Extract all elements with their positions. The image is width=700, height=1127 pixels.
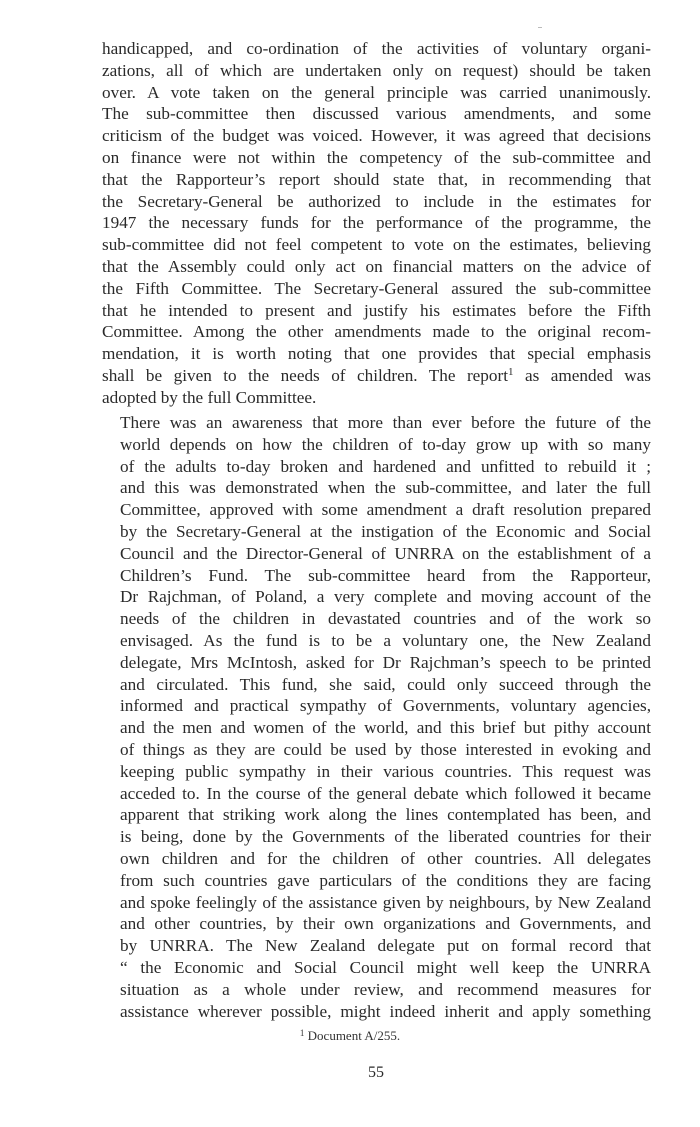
text-line: informed and practical sympathy of Governments, voluntary agencies, xyxy=(120,696,651,716)
text-line: and spoke feelingly of the assistance given by neighbours, by New Zealand xyxy=(120,892,651,912)
paragraph-1 xyxy=(102,38,651,409)
text-line: world depends on how the children of to-day grow up with so many xyxy=(120,434,651,454)
text-line: own children and for the children of other countries. All delegates xyxy=(120,848,651,868)
text-line: and this was demonstrated when the sub-committee, and later the full xyxy=(120,478,651,498)
text-line: situation as a whole under review, and recommend measures for xyxy=(120,979,651,999)
text-line: Children’s Fund. The sub-committee heard from the Rapporteur, xyxy=(120,565,651,585)
text-line: mendation, it is worth noting that one provides that special emphasis xyxy=(102,344,651,364)
text-line: on finance were not within the competency of the sub-committee and xyxy=(102,147,651,167)
text-line: is being, done by the Governments of the liberated countries for their xyxy=(120,827,651,847)
scan-speck xyxy=(538,27,542,28)
text-line: and circulated. This fund, she said, could only succeed through the xyxy=(120,674,651,694)
text-line: Committee. Among the other amendments made to the original recom- xyxy=(102,322,651,342)
text-line: Dr Rajchman, of Poland, a very complete and moving account of the xyxy=(120,587,651,607)
footnote-reference: 1 xyxy=(508,365,514,378)
text-line: needs of the children in devastated countries and of the work so xyxy=(120,609,651,629)
footnote-text: Document A/255. xyxy=(304,1028,401,1043)
text-fragment: shall be given to the needs of children. The report xyxy=(102,365,508,385)
text-line: from such countries gave particulars of the conditions they are facing xyxy=(120,870,651,890)
text-line: There was an awareness that more than ever before the future of the xyxy=(120,413,651,432)
text-line: the Fifth Committee. The Secretary-General assured the sub-committee xyxy=(102,278,651,298)
text-line: keeping public sympathy in their various countries. This request was xyxy=(120,761,651,781)
text-line: that he intended to present and justify his estimates before the Fifth xyxy=(102,300,651,320)
footnote xyxy=(0,1028,700,1044)
text-line: the Secretary-General be authorized to include in the estimates for xyxy=(102,191,651,211)
footnote-marker: 1 xyxy=(299,1028,305,1038)
text-line: Council and the Director-General of UNRRA on the establishment of a xyxy=(120,543,651,563)
text-line: by the Secretary-General at the instigation of the Economic and Social xyxy=(120,521,651,541)
text-line: sub-committee did not feel competent to vote on the estimates, believing xyxy=(102,235,651,255)
text-line: of the adults to-day broken and hardened and unfitted to rebuild it ; xyxy=(120,456,651,476)
text-line: that the Rapporteur’s report should state that, in recommending that xyxy=(102,169,651,189)
text-line: Committee, approved with some amendment a draft resolution prepared xyxy=(120,500,651,520)
text-line: 1947 the necessary funds for the performance of the programme, the xyxy=(102,213,651,233)
text-line: over. A vote taken on the general principle was carried unanimously. xyxy=(102,82,651,102)
text-line: apparent that striking work along the lines contemplated has been, and xyxy=(120,805,651,825)
text-line: zations, all of which are undertaken only on request) should be taken xyxy=(102,60,651,80)
paragraph-2 xyxy=(102,412,651,1022)
page-number: 55 xyxy=(368,1064,384,1081)
text-line: and the men and women of the world, and this brief but pithy account xyxy=(120,718,651,738)
text-fragment: as amended was xyxy=(513,365,651,385)
text-line: delegate, Mrs McIntosh, asked for Dr Rajchman’s speech to be printed xyxy=(120,652,651,672)
text-line: criticism of the budget was voiced. However, it was agreed that decisions xyxy=(102,126,651,146)
text-line: and other countries, by their own organizations and Governments, and xyxy=(120,914,651,934)
text-line: The sub-committee then discussed various amendments, and some xyxy=(102,104,651,124)
text-line: of things as they are could be used by those interested in evoking and xyxy=(120,739,651,759)
text-line: “ the Economic and Social Council might well keep the UNRRA xyxy=(120,957,651,977)
text-line: by UNRRA. The New Zealand delegate put on formal record that xyxy=(120,936,651,956)
text-line: handicapped, and co-ordination of the activities of voluntary organi- xyxy=(102,39,651,58)
text-line: acceded to. In the course of the general debate which followed it became xyxy=(120,783,651,803)
text-line: that the Assembly could only act on financial matters on the advice of xyxy=(102,256,651,276)
text-line: assistance wherever possible, might indeed inherit and apply something xyxy=(120,1001,651,1021)
text-line: adopted by the full Committee. xyxy=(102,387,317,407)
text-line: envisaged. As the fund is to be a voluntary one, the New Zealand xyxy=(120,630,651,650)
text-line-with-footnote-ref xyxy=(102,365,651,387)
